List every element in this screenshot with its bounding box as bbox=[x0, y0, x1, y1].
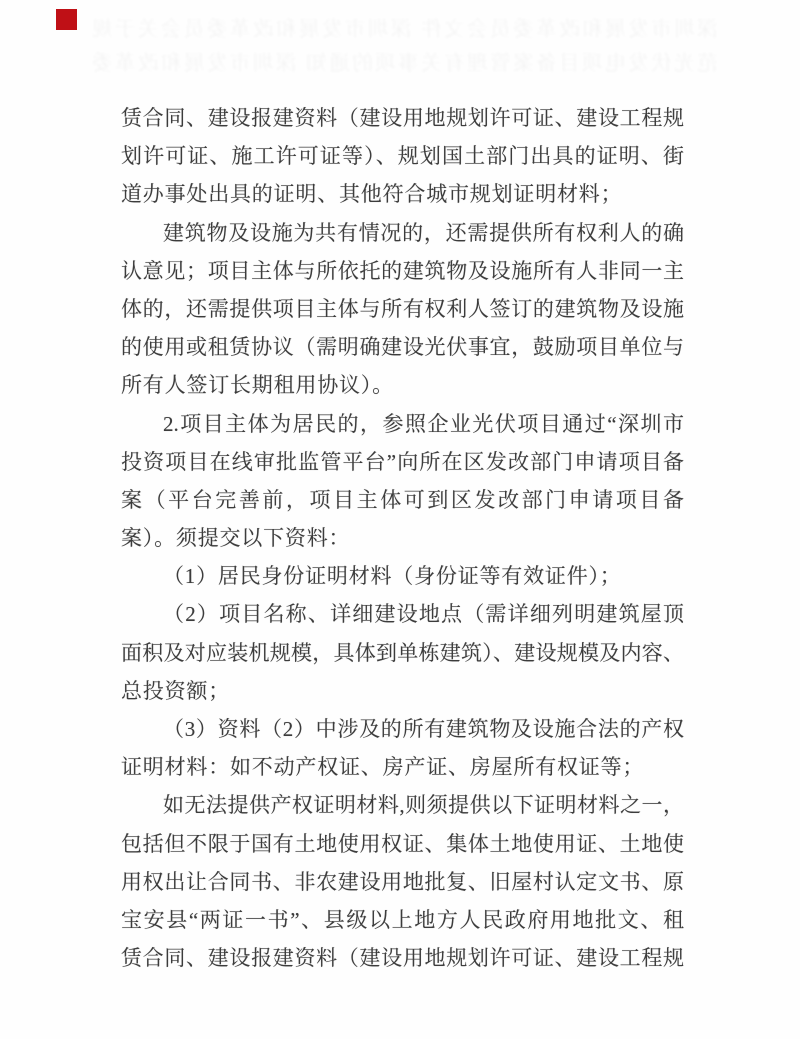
red-square-marker bbox=[56, 9, 77, 30]
text-line: 案（平台完善前，项目主体可到区发改部门申请项目备 bbox=[121, 487, 684, 512]
text-line: 证明材料：如不动产权证、房产证、房屋所有权证等； bbox=[121, 755, 645, 780]
text-line: 所有人签订长期租用协议）。 bbox=[121, 373, 394, 398]
text-line: 划许可证、施工许可证等）、规划国土部门出具的证明、街 bbox=[121, 144, 684, 169]
text-line: 面积及对应装机规模，具体到单栋建筑）、建设规模及内容、 bbox=[121, 640, 684, 665]
text-line: 道办事处出具的证明、其他符合城市规划证明材料； bbox=[121, 182, 623, 207]
text-line: 认意见；项目主体与所依托的建筑物及设施所有人非同一主 bbox=[121, 258, 684, 283]
text-line: 的使用或租赁协议（需明确建设光伏事宜，鼓励项目单位与 bbox=[121, 335, 684, 360]
text-line: （2）项目名称、详细建设地点（需详细列明建筑屋顶 bbox=[163, 602, 684, 627]
text-line: 宝安县“两证一书”、县级以上地方人民政府用地批文、租 bbox=[121, 907, 684, 932]
text-line: 如无法提供产权证明材料,则须提供以下证明材料之一， bbox=[163, 793, 684, 818]
text-line: 体的，还需提供项目主体与所有权利人签订的建筑物及设施 bbox=[121, 296, 684, 321]
text-line: 建筑物及设施为共有情况的，还需提供所有权利人的确 bbox=[163, 220, 684, 245]
text-line: （1）居民身份证明材料（身份证等有效证件）； bbox=[163, 564, 622, 589]
document-text-block bbox=[121, 99, 684, 977]
text-line: 赁合同、建设报建资料（建设用地规划许可证、建设工程规 bbox=[121, 946, 684, 971]
text-line: （3）资料（2）中涉及的所有建筑物及设施合法的产权 bbox=[163, 717, 684, 741]
text-line: 赁合同、建设报建资料（建设用地规划许可证、建设工程规 bbox=[121, 106, 684, 130]
text-line: 投资项目在线审批监管平台”向所在区发改部门申请项目备 bbox=[121, 449, 684, 474]
text-line: 2.项目主体为居民的，参照企业光伏项目通过“深圳市 bbox=[163, 411, 684, 436]
text-line: 包括但不限于国有土地使用权证、集体土地使用证、土地使 bbox=[121, 831, 684, 856]
text-line: 案）。须提交以下资料： bbox=[121, 526, 351, 551]
text-line: 用权出让合同书、非农建设用地批复、旧屋村认定文书、原 bbox=[121, 869, 684, 894]
text-line: 总投资额； bbox=[121, 678, 230, 703]
bleedthrough-ghost-text bbox=[88, 12, 718, 84]
